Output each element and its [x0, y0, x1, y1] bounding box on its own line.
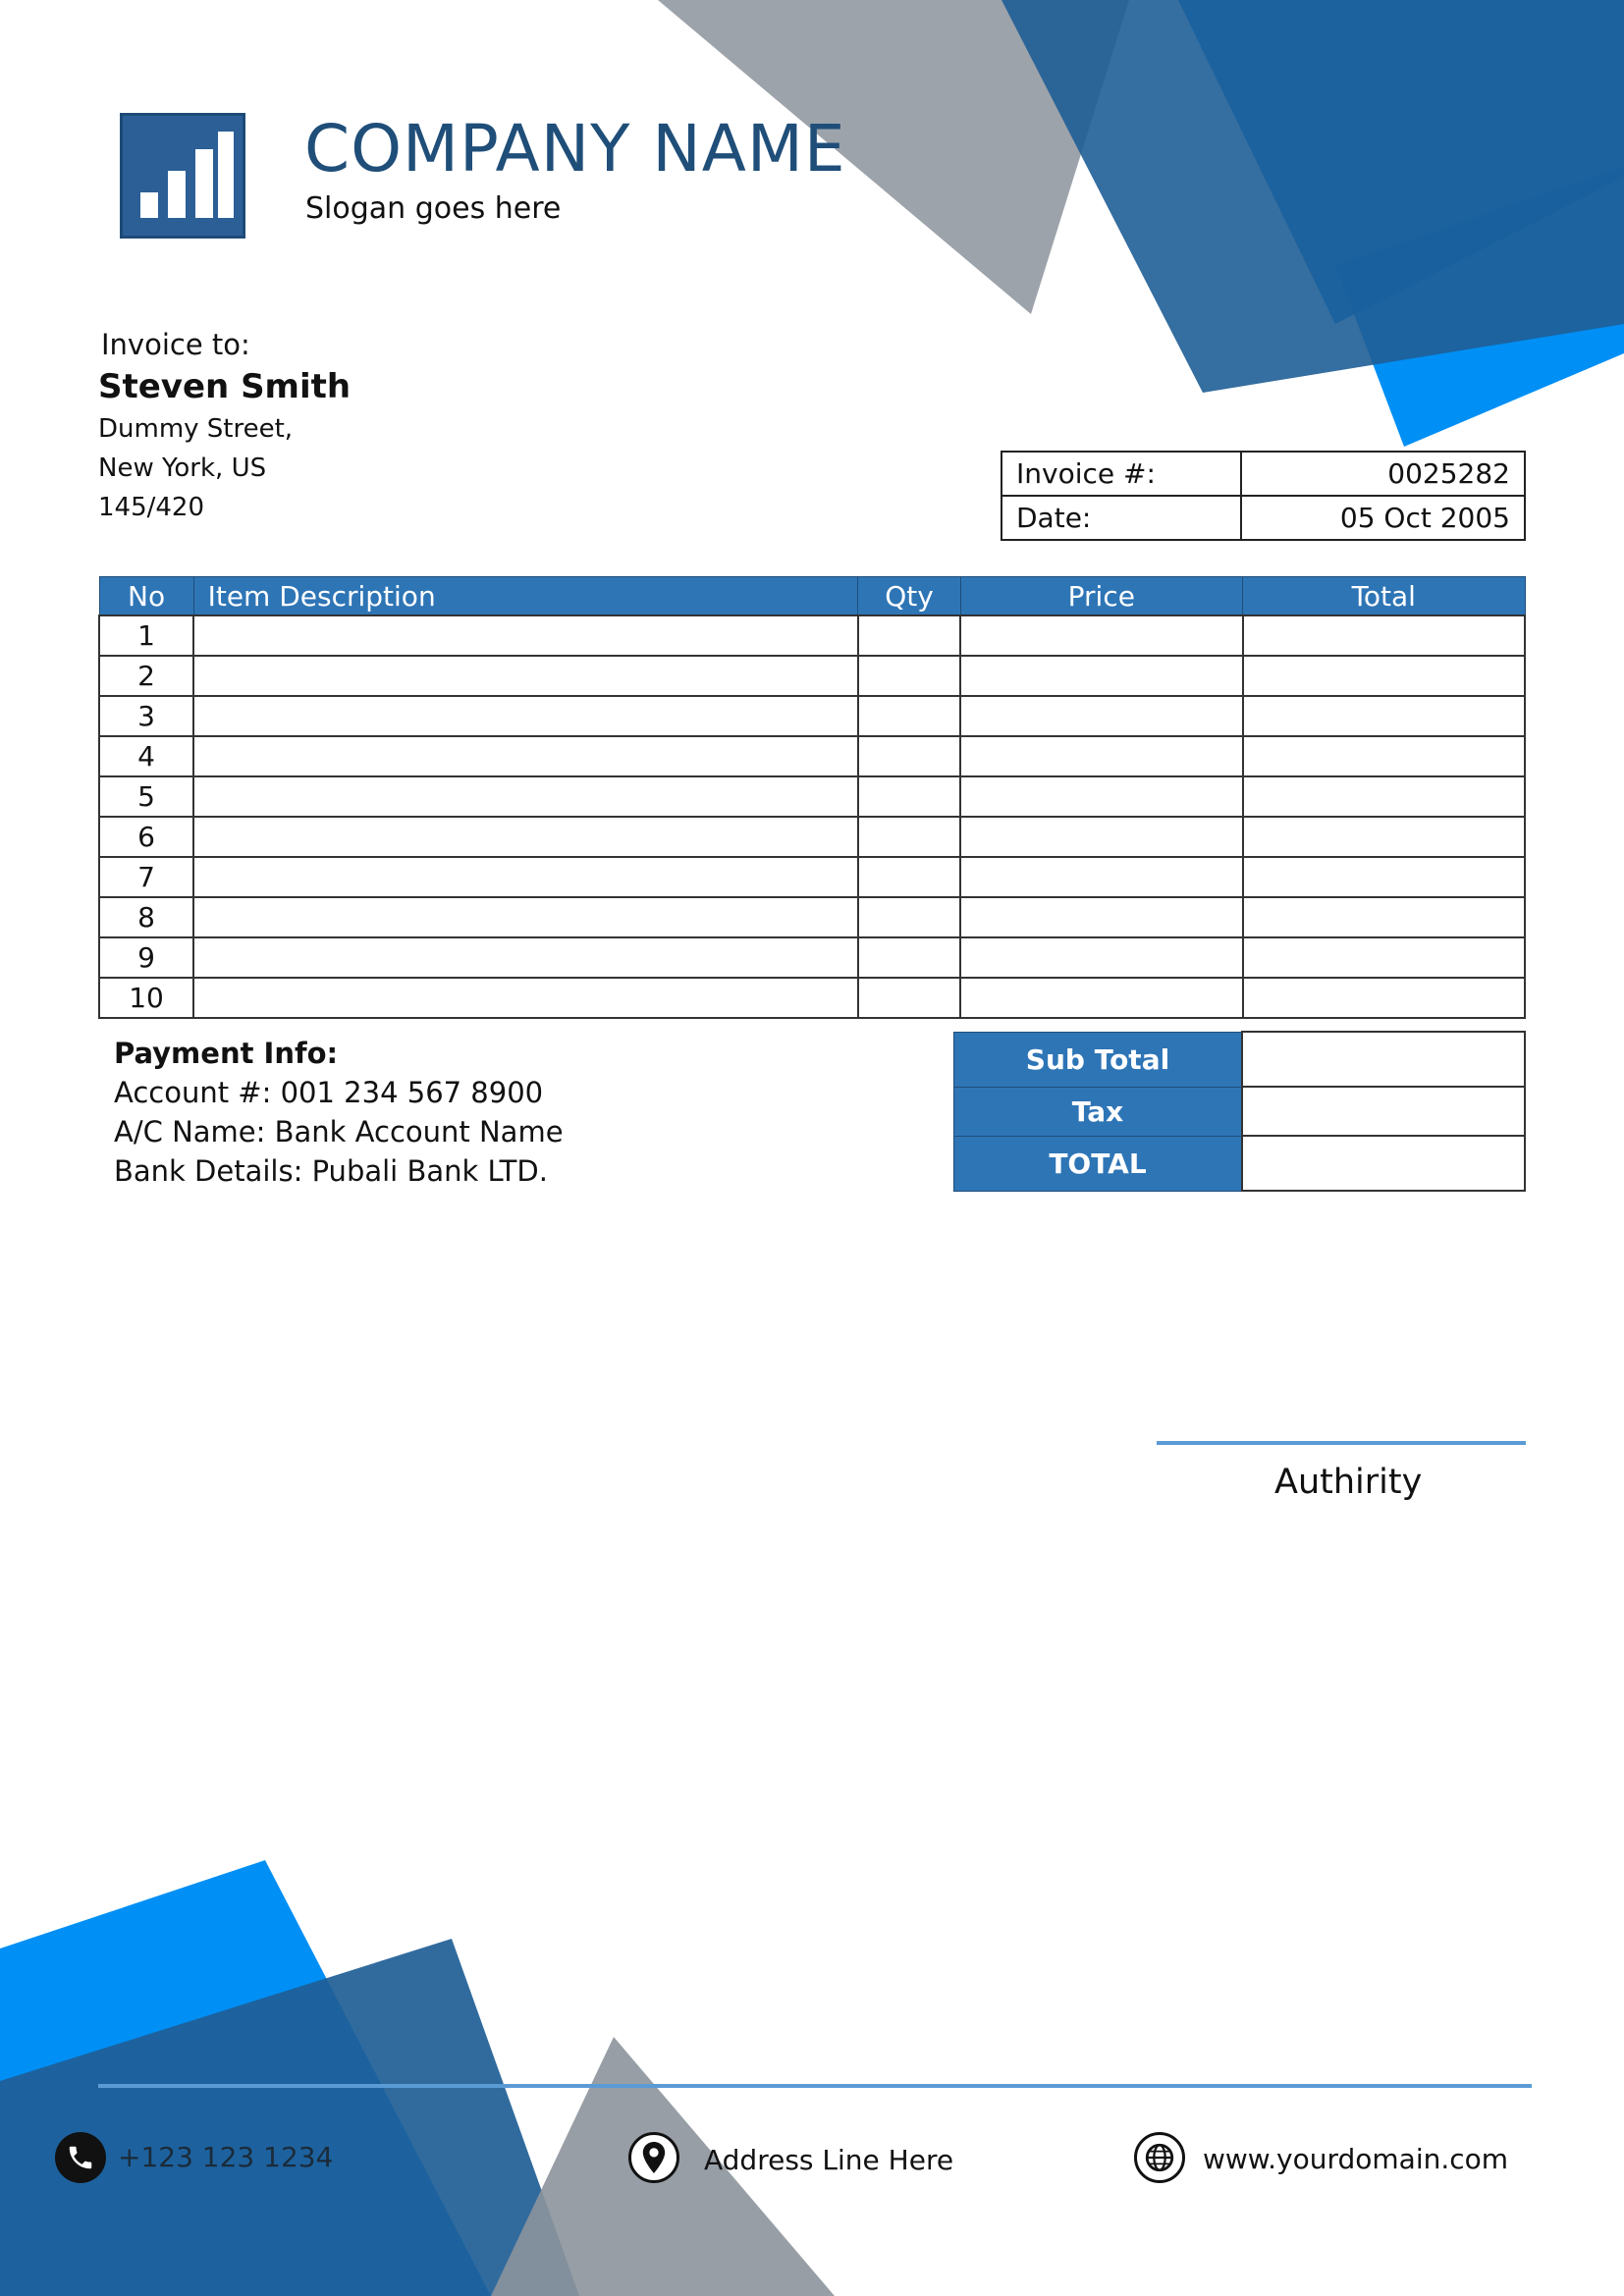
row-number: 4 [99, 736, 193, 776]
price-cell [960, 817, 1242, 857]
price-cell [960, 656, 1242, 696]
invoice-to-label: Invoice to: [101, 328, 250, 361]
description-cell [193, 937, 858, 978]
qty-cell [858, 897, 960, 937]
company-slogan: Slogan goes here [305, 191, 562, 226]
price-cell [960, 978, 1242, 1018]
total-cell [1243, 857, 1525, 897]
footer-phone: +123 123 1234 [118, 2141, 334, 2173]
row-number: 1 [99, 615, 193, 656]
row-number: 9 [99, 937, 193, 978]
invoice-date-value: 05 Oct 2005 [1241, 496, 1525, 540]
column-header-qty: Qty [858, 577, 960, 616]
description-cell [193, 736, 858, 776]
qty-cell [858, 776, 960, 817]
tax-label: Tax [954, 1087, 1243, 1136]
qty-cell [858, 978, 960, 1018]
payment-info-title: Payment Info: [114, 1037, 339, 1070]
total-cell [1243, 937, 1525, 978]
price-cell [960, 736, 1242, 776]
sub-total-label: Sub Total [954, 1032, 1243, 1087]
signature-label: Authirity [1274, 1463, 1423, 1502]
globe-icon [1134, 2132, 1185, 2183]
invoice-meta-table [1001, 451, 1526, 541]
invoice-number-label: Invoice #: [1001, 452, 1241, 496]
phone-icon [55, 2132, 106, 2183]
location-pin-icon [628, 2132, 679, 2183]
grand-total-label: TOTAL [954, 1136, 1243, 1191]
row-number: 3 [99, 696, 193, 736]
company-logo-icon [120, 113, 245, 239]
row-number: 8 [99, 897, 193, 937]
table-row [99, 897, 1525, 937]
total-cell [1243, 736, 1525, 776]
qty-cell [858, 656, 960, 696]
price-cell [960, 857, 1242, 897]
table-row [99, 857, 1525, 897]
price-cell [960, 776, 1242, 817]
description-cell [193, 897, 858, 937]
items-table [98, 576, 1526, 1019]
price-cell [960, 937, 1242, 978]
qty-cell [858, 696, 960, 736]
row-number: 5 [99, 776, 193, 817]
description-cell [193, 776, 858, 817]
total-cell [1243, 615, 1525, 656]
tax-value [1242, 1087, 1525, 1136]
description-cell [193, 656, 858, 696]
customer-address-line: New York, US [98, 454, 267, 483]
description-cell [193, 696, 858, 736]
table-row [99, 615, 1525, 656]
payment-bank-details: Bank Details: Pubali Bank LTD. [114, 1154, 548, 1188]
customer-address-line: Dummy Street, [98, 414, 294, 444]
table-row [99, 776, 1525, 817]
total-cell [1243, 696, 1525, 736]
footer-website: www.yourdomain.com [1203, 2143, 1509, 2175]
invoice-number-value: 0025282 [1241, 452, 1525, 496]
customer-address-line: 145/420 [98, 493, 205, 522]
column-header-total: Total [1243, 577, 1525, 616]
table-row [99, 937, 1525, 978]
row-number: 6 [99, 817, 193, 857]
row-number: 2 [99, 656, 193, 696]
description-cell [193, 817, 858, 857]
payment-account-name: A/C Name: Bank Account Name [114, 1115, 564, 1148]
table-row [99, 978, 1525, 1018]
payment-account-number: Account #: 001 234 567 8900 [114, 1076, 544, 1109]
price-cell [960, 897, 1242, 937]
qty-cell [858, 937, 960, 978]
table-row [99, 656, 1525, 696]
company-name: COMPANY NAME [304, 111, 846, 187]
total-cell [1243, 897, 1525, 937]
totals-table [953, 1031, 1526, 1192]
description-cell [193, 857, 858, 897]
total-cell [1243, 978, 1525, 1018]
row-number: 10 [99, 978, 193, 1018]
column-header-price: Price [960, 577, 1242, 616]
total-cell [1243, 776, 1525, 817]
footer-divider [98, 2084, 1532, 2088]
description-cell [193, 615, 858, 656]
price-cell [960, 615, 1242, 656]
total-cell [1243, 817, 1525, 857]
table-row [99, 696, 1525, 736]
qty-cell [858, 736, 960, 776]
invoice-date-label: Date: [1001, 496, 1241, 540]
table-row [99, 817, 1525, 857]
total-cell [1243, 656, 1525, 696]
customer-name: Steven Smith [98, 367, 352, 406]
row-number: 7 [99, 857, 193, 897]
qty-cell [858, 615, 960, 656]
footer-address: Address Line Here [704, 2144, 954, 2176]
sub-total-value [1242, 1032, 1525, 1087]
signature-line [1157, 1441, 1526, 1445]
column-header-no: No [99, 577, 193, 616]
description-cell [193, 978, 858, 1018]
qty-cell [858, 817, 960, 857]
column-header-description: Item Description [193, 577, 858, 616]
table-row [99, 736, 1525, 776]
grand-total-value [1242, 1136, 1525, 1191]
qty-cell [858, 857, 960, 897]
price-cell [960, 696, 1242, 736]
